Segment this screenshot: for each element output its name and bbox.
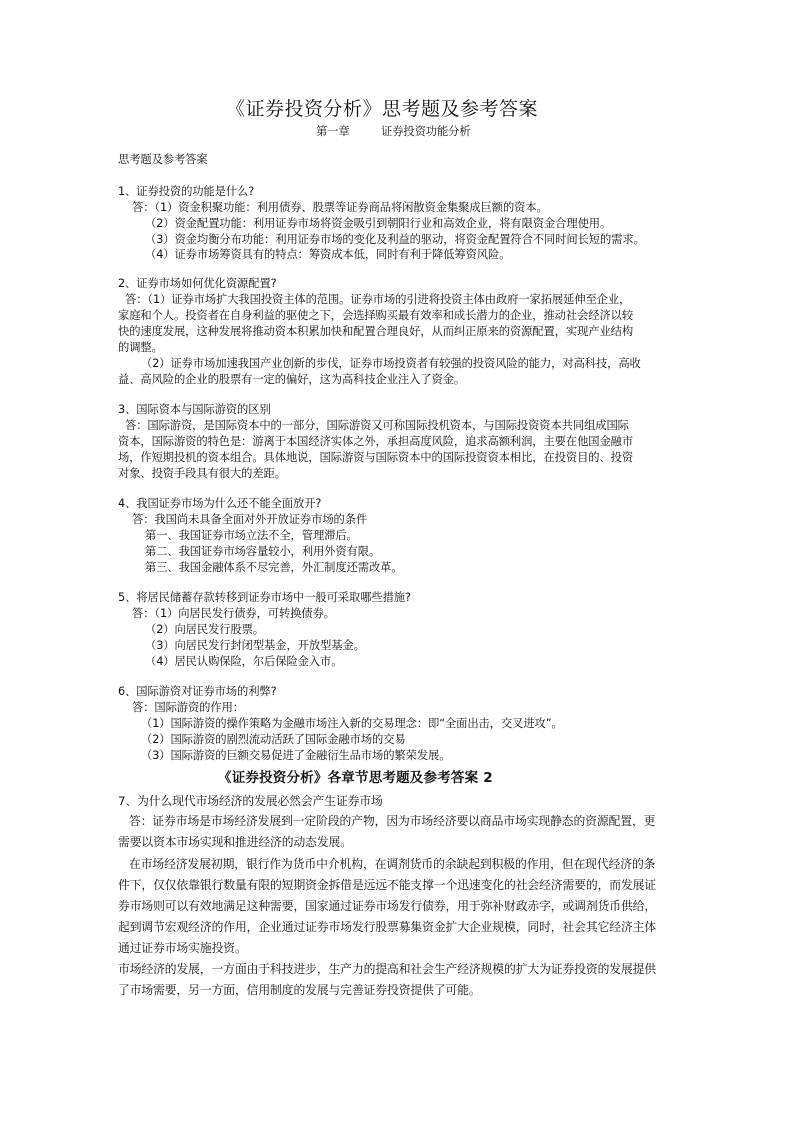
answer-2-line-1: 答：（1）证券市场扩大我国投资主体的范围。证券市场的引进将投资主体由政府一家拓展延伸至企业， xyxy=(125,293,631,306)
answer-1-line-1: 答：（1）资金积聚功能：利用债券、股票等证券商品将闲散资金集聚成巨额的资本。 xyxy=(132,201,548,214)
answer-2-line-3: 快的速度发展，这种发展将推动资本积累加快和配置合理良好，从而纠正原来的资源配置，实现产业结构 xyxy=(118,325,634,338)
answer-7-line-3: 在市场经济发展初期，银行作为货币中介机构，在调剂货币的余缺起到积极的作用，但在现代经济的条 xyxy=(129,857,656,871)
answer-5-line-3: （3）向居民发行封闭型基金，开放型基金。 xyxy=(145,639,365,652)
answer-7-line-7: 通过证券市场实施投资。 xyxy=(118,941,247,955)
answer-5-line-2: （2）向居民发行股票。 xyxy=(145,623,265,636)
section-subtitle: 《证券投资分析》各章节思考题及参考答案 2 xyxy=(218,770,493,786)
chapter-name: 证券投资功能分析 xyxy=(381,125,471,138)
answer-5-line-1: 答：（1）向居民发行债券，可转换债券。 xyxy=(132,607,335,620)
answer-7-line-8: 市场经济的发展，一方面由于科技进步，生产力的提高和社会生产经济规模的扩大为证券投资的发展提供 xyxy=(118,962,657,976)
chapter-number: 第一章 xyxy=(316,125,350,138)
answer-7-line-5: 券市场则可以有效地满足这种需要，国家通过证券市场发行债券，用于弥补财政赤字，或调剂货币供给， xyxy=(118,899,657,913)
answer-2-line-5: （2）证券市场加速我国产业创新的步伐，证券市场投资者有较强的投资风险的能力，对高科技，高收 xyxy=(141,357,641,370)
question-4: 4、我国证券市场为什么还不能全面放开? xyxy=(118,497,322,510)
answer-2-line-2: 家庭和个人。投资者在自身利益的驱使之下，会选择购买最有效率和成长潜力的企业，推动社会经济以较 xyxy=(118,309,634,322)
answer-6-line-2: （1）国际游资的操作策略为金融市场注入新的交易理念：即“全面出击，交叉进攻”。 xyxy=(141,717,563,730)
answer-4-line-2: 第一、我国证券市场立法不全，管理滞后。 xyxy=(145,529,358,542)
answer-2-line-4: 的调整。 xyxy=(118,341,163,354)
section-label: 思考题及参考答案 xyxy=(118,153,208,166)
page-title: 《证券投资分析》思考题及参考答案 xyxy=(226,98,539,120)
answer-7-line-4: 件下，仅仅依靠银行数量有限的短期资金拆借是远远不能支撑一个迅速变化的社会经济需要的，而发展证 xyxy=(118,878,657,892)
answer-4-line-4: 第三、我国金融体系不尽完善，外汇制度还需改革。 xyxy=(145,561,403,574)
answer-6-line-4: （3）国际游资的巨额交易促进了金融衍生品市场的繁荣发展。 xyxy=(141,749,451,762)
answer-2-line-6: 益、高风险的企业的股票有一定的偏好，这为高科技企业注入了资金。 xyxy=(118,373,466,386)
answer-1-line-3: （3）资金均衡分布功能：利用证券市场的变化及利益的驱动，将资金配置符合不同时间长短的需求。 xyxy=(145,233,645,246)
answer-4-line-1: 答：我国尚未具备全面对外开放证券市场的条件 xyxy=(132,513,368,526)
answer-3-line-2: 资本，国际游资的特色是：游离于本国经济实体之外，承担高度风险，追求高额利润，主要在他国金融市 xyxy=(118,435,634,448)
answer-3-line-1: 答：国际游资，是国际资本中的一部分，国际游资又可称国际投机资本，与国际投资资本共同组成国际 xyxy=(125,419,629,432)
question-3: 3、国际资本与国际游资的区别 xyxy=(118,403,271,416)
answer-1-line-4: （4）证券市场筹资具有的特点：筹资成本低，同时有利于降低筹资风险。 xyxy=(145,248,511,261)
question-5: 5、将居民储蓄存款转移到证券市场中一般可采取哪些措施? xyxy=(118,591,411,604)
answer-7-line-1: 答：证券市场是市场经济发展到一定阶段的产物，因为市场经济要以商品市场实现静态的资源配置，更 xyxy=(129,814,656,828)
answer-5-line-4: （4）居民认购保险，尔后保险金入市。 xyxy=(145,655,343,668)
answer-3-line-4: 对象、投资手段具有很大的差距。 xyxy=(118,467,286,480)
answer-7-line-9: 了市场需要，另一方面，信用制度的发展与完善证券投资提供了可能。 xyxy=(118,983,481,997)
answer-6-line-1: 答：国际游资的作用： xyxy=(132,701,244,714)
question-7: 7、为什么现代市场经济的发展必然会产生证券市场 xyxy=(118,794,383,808)
question-6: 6、国际游资对证券市场的利弊? xyxy=(118,685,277,698)
answer-4-line-3: 第二、我国证券市场容量较小，利用外资有限。 xyxy=(145,545,381,558)
answer-6-line-3: （2）国际游资的剧烈流动活跃了国际金融市场的交易 xyxy=(141,733,406,746)
answer-7-line-6: 起到调节宏观经济的作用，企业通过证券市场发行股票募集资金扩大企业规模，同时，社会其它经济主体 xyxy=(118,920,657,934)
question-1: 1、证券投资的功能是什么? xyxy=(118,185,255,198)
question-2: 2、证券市场如何优化资源配置? xyxy=(118,277,277,290)
answer-3-line-3: 场，作短期投机的资本组合。具体地说，国际游资与国际资本中的国际投资资本相比，在投资目的、投资 xyxy=(118,451,634,464)
answer-7-line-2: 需要以资本市场实现和推进经济的动态发展。 xyxy=(118,835,352,849)
answer-1-line-2: （2）资金配置功能：利用证券市场将资金吸引到朝阳行业和高效企业，将有限资金合理使用。 xyxy=(145,217,612,230)
